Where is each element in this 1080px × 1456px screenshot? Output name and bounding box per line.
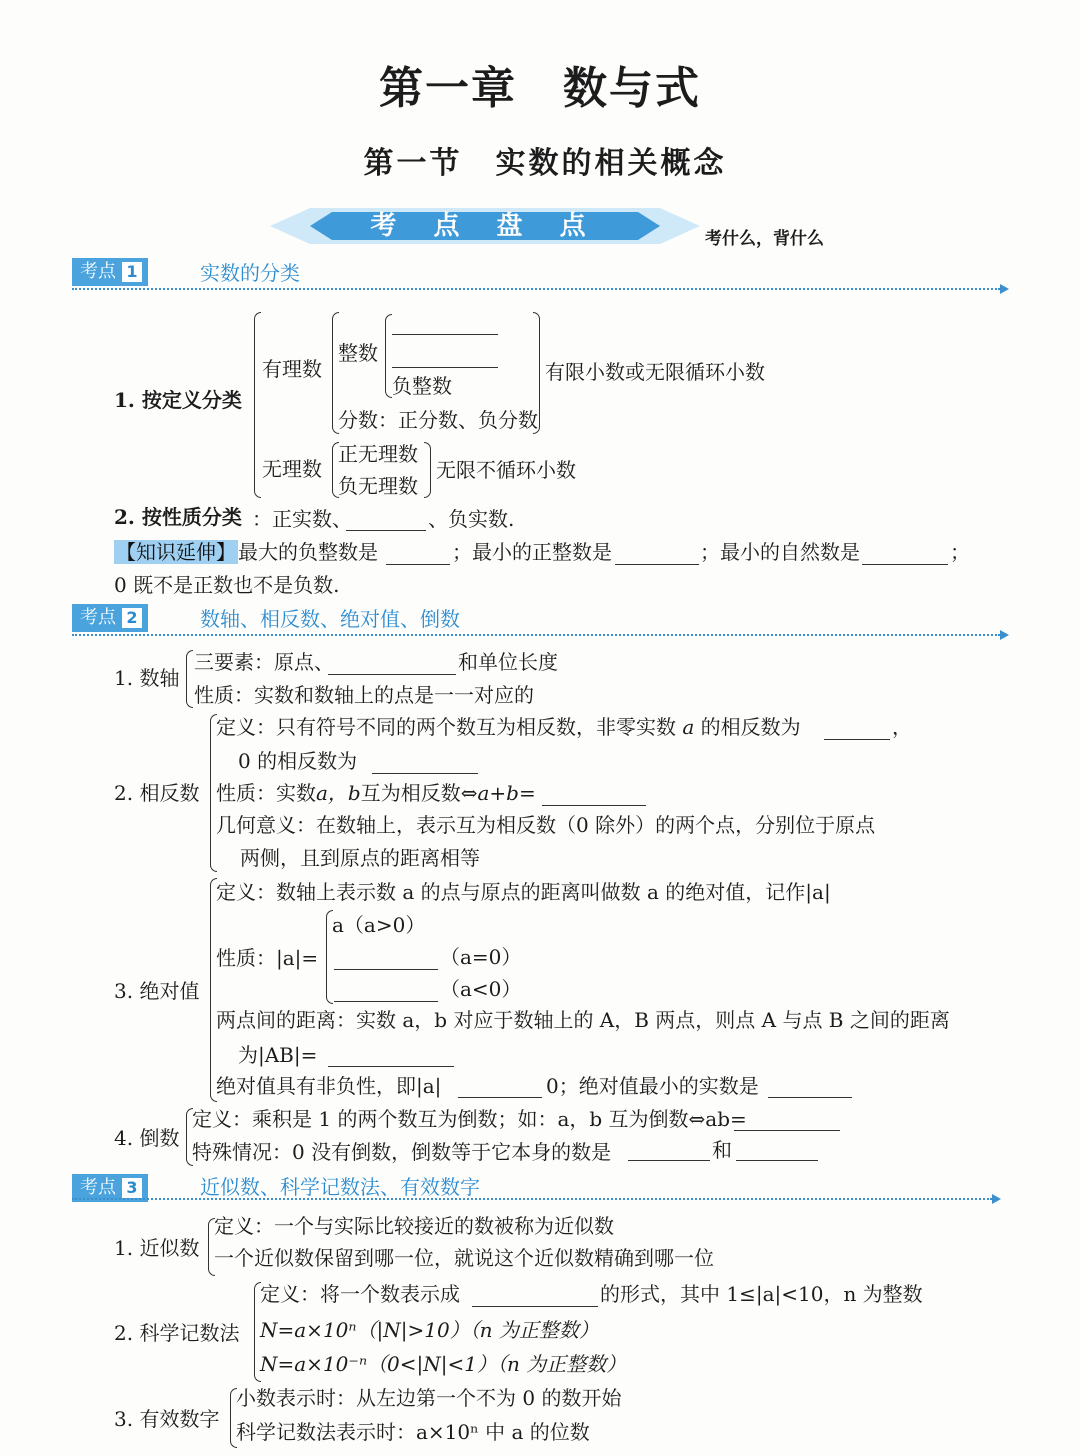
blank-min-natural[interactable] bbox=[862, 564, 948, 565]
divider-arrow bbox=[1000, 284, 1009, 294]
dotted-divider bbox=[72, 288, 1000, 290]
prop-class-label: 2. 按性质分类 bbox=[114, 505, 242, 529]
opp-prop-eq: = bbox=[518, 781, 536, 805]
blank-min-pos-int[interactable] bbox=[615, 564, 699, 565]
opp-def-b: 的相反数为 bbox=[700, 715, 801, 739]
abs-line5b: 0；绝对值最小的实数是 bbox=[546, 1074, 759, 1098]
approx-line2: 一个近似数保留到哪一位，就说这个近似数精确到哪一位 bbox=[214, 1246, 714, 1270]
opp-line3 bbox=[216, 781, 536, 805]
rec-line1: 定义：乘积是 1 的两个数互为倒数；如：a，b 互为倒数⇔ab= bbox=[192, 1107, 747, 1131]
integer-label: 整数 bbox=[338, 341, 378, 365]
rational-label: 有理数 bbox=[262, 357, 322, 381]
blank-sum-zero[interactable] bbox=[542, 805, 646, 806]
abs-line1: 定义：数轴上表示数 a 的点与原点的距离叫做数 a 的绝对值，记作|a| bbox=[216, 880, 831, 904]
banner-side-note: 考什么，背什么 bbox=[705, 229, 824, 249]
divider-arrow bbox=[992, 1194, 1001, 1204]
ext-b: ；最小的正整数是 bbox=[452, 540, 612, 564]
rec-line2b: 和 bbox=[712, 1138, 732, 1162]
pos-irrational-label: 正无理数 bbox=[338, 442, 418, 466]
blank-self-reciprocal-1[interactable] bbox=[628, 1160, 710, 1161]
sci-line1b: 的形式，其中 1≤|a|<10，n 为整数 bbox=[600, 1282, 923, 1306]
infinite-label: 无限不循环小数 bbox=[436, 458, 576, 482]
chapter-title: 第一章 数与式 bbox=[379, 63, 701, 114]
blank-distance-ab[interactable] bbox=[328, 1066, 454, 1067]
dotted-divider bbox=[72, 1198, 992, 1200]
sci-line2: N=a×10ⁿ（|N|>10）（n 为正整数） bbox=[260, 1318, 599, 1342]
neg-irrational-label: 负无理数 bbox=[338, 474, 418, 498]
var-a: a bbox=[682, 715, 695, 739]
blank-opposite-of-a[interactable] bbox=[824, 739, 890, 740]
kaodian-tag-1 bbox=[72, 258, 148, 286]
section-2-title: 数轴、相反数、绝对值、倒数 bbox=[200, 607, 460, 631]
sig-line2: 科学记数法表示时：a×10ⁿ 中 a 的位数 bbox=[236, 1420, 590, 1444]
opp-line5: 两侧，且到原点的距离相等 bbox=[240, 846, 480, 870]
abs-case1: a（a>0） bbox=[332, 913, 426, 937]
irrational-label: 无理数 bbox=[262, 457, 322, 481]
opp-line1 bbox=[216, 715, 801, 739]
blank-self-reciprocal-2[interactable] bbox=[736, 1160, 818, 1161]
axis-line2: 性质：实数和数轴上的点是一一对应的 bbox=[194, 683, 534, 707]
brace-irrational-right bbox=[424, 442, 431, 498]
sci-label: 2. 科学记数法 bbox=[114, 1321, 240, 1345]
opposite-label: 2. 相反数 bbox=[114, 781, 200, 805]
axis-label: 1. 数轴 bbox=[114, 666, 180, 690]
finite-label: 有限小数或无限循环小数 bbox=[545, 360, 765, 384]
blank-sci-form[interactable] bbox=[472, 1306, 598, 1307]
abs-case3: （a<0） bbox=[440, 977, 522, 1001]
blank-direction[interactable] bbox=[328, 674, 456, 675]
extension-line bbox=[114, 540, 378, 564]
axis-line1b: 和单位长度 bbox=[458, 650, 558, 674]
brace-rational-right bbox=[533, 312, 540, 434]
opp-line1c: ， bbox=[892, 715, 912, 739]
extension-tag: 【知识延伸】 bbox=[116, 540, 236, 564]
var-ab: a，b bbox=[316, 781, 361, 805]
brace-axis bbox=[186, 650, 193, 708]
sig-label: 3. 有效数字 bbox=[114, 1407, 220, 1431]
ext-a: 最大的负整数是 bbox=[238, 540, 378, 564]
ext-c: ；最小的自然数是 bbox=[700, 540, 860, 564]
sig-line1: 小数表示时：从左边第一个不为 0 的数开始 bbox=[236, 1386, 622, 1410]
def-class-label: 1. 按定义分类 bbox=[114, 388, 242, 412]
sci-line3: N=a×10⁻ⁿ（0<|N|<1）（n 为正整数） bbox=[260, 1352, 627, 1376]
brace-real bbox=[254, 312, 261, 498]
ext-d: ； bbox=[950, 540, 970, 564]
kaodian-num: 2 bbox=[122, 608, 142, 628]
opp-line4: 几何意义：在数轴上，表示互为相反数（0 除外）的两个点，分别位于原点 bbox=[216, 813, 876, 837]
blank-zero[interactable] bbox=[392, 367, 498, 368]
banner bbox=[270, 206, 700, 246]
prop-class-a: ：正实数、 bbox=[252, 507, 352, 531]
kaodian-tag-2 bbox=[72, 604, 148, 632]
kaodian-label: 考点 bbox=[80, 1177, 116, 1198]
section-1-title: 实数的分类 bbox=[200, 261, 300, 285]
blank-abs-zero[interactable] bbox=[334, 969, 438, 970]
blank-opposite-of-zero[interactable] bbox=[372, 773, 478, 774]
ext-line2: 0 既不是正数也不是负数. bbox=[114, 573, 340, 597]
blank-nonneg-sign[interactable] bbox=[458, 1097, 542, 1098]
fraction-label: 分数：正分数、负分数 bbox=[338, 408, 538, 432]
abs-label: 3. 绝对值 bbox=[114, 979, 200, 1003]
axis-line1a: 三要素：原点、 bbox=[194, 650, 334, 674]
kaodian-num: 3 bbox=[122, 1178, 142, 1198]
abs-line5a: 绝对值具有非负性，即|a| bbox=[216, 1074, 442, 1098]
banner-text: 考 点 盘 点 bbox=[370, 211, 600, 241]
sci-line1a: 定义：将一个数表示成 bbox=[260, 1282, 460, 1306]
brace-abs bbox=[210, 878, 217, 1102]
expr-a-plus-b: a+b bbox=[477, 781, 519, 805]
section-title: 第一节 实数的相关概念 bbox=[363, 146, 727, 181]
opp-prop-a: 性质：实数 bbox=[216, 781, 316, 805]
abs-line4: 为|AB|= bbox=[238, 1043, 318, 1067]
dotted-divider bbox=[72, 634, 1000, 636]
divider-arrow bbox=[1000, 630, 1009, 640]
opp-line2: 0 的相反数为 bbox=[238, 749, 358, 773]
opp-def: 定义：只有符号不同的两个数互为相反数，非零实数 bbox=[216, 715, 676, 739]
approx-line1: 定义：一个与实际比较接近的数被称为近似数 bbox=[214, 1214, 614, 1238]
blank-ab-product[interactable] bbox=[734, 1130, 840, 1131]
prop-class-b: 、负实数. bbox=[428, 507, 515, 531]
blank-zero-prop[interactable] bbox=[346, 530, 426, 531]
kaodian-num: 1 bbox=[122, 262, 142, 282]
opp-prop-b: 互为相反数⇔ bbox=[360, 781, 478, 805]
section-3-title: 近似数、科学记数法、有效数字 bbox=[200, 1175, 480, 1199]
brace-integer bbox=[385, 314, 392, 398]
blank-min-abs[interactable] bbox=[768, 1097, 852, 1098]
abs-line3: 两点间的距离：实数 a，b 对应于数轴上的 A，B 两点，则点 A 与点 B 之间的距离 bbox=[216, 1008, 950, 1032]
kaodian-label: 考点 bbox=[80, 261, 116, 282]
kaodian-label: 考点 bbox=[80, 607, 116, 628]
abs-prop: 性质：|a|= bbox=[216, 946, 319, 970]
blank-max-neg-int[interactable] bbox=[386, 564, 450, 565]
neg-integer-label: 负整数 bbox=[392, 374, 452, 398]
blank-positive-integer[interactable] bbox=[392, 334, 498, 335]
rec-line2a: 特殊情况：0 没有倒数，倒数等于它本身的数是 bbox=[192, 1140, 612, 1164]
reciprocal-label: 4. 倒数 bbox=[114, 1126, 180, 1150]
abs-case2: （a=0） bbox=[440, 945, 522, 969]
blank-abs-neg[interactable] bbox=[334, 1001, 438, 1002]
approx-label: 1. 近似数 bbox=[114, 1236, 200, 1260]
